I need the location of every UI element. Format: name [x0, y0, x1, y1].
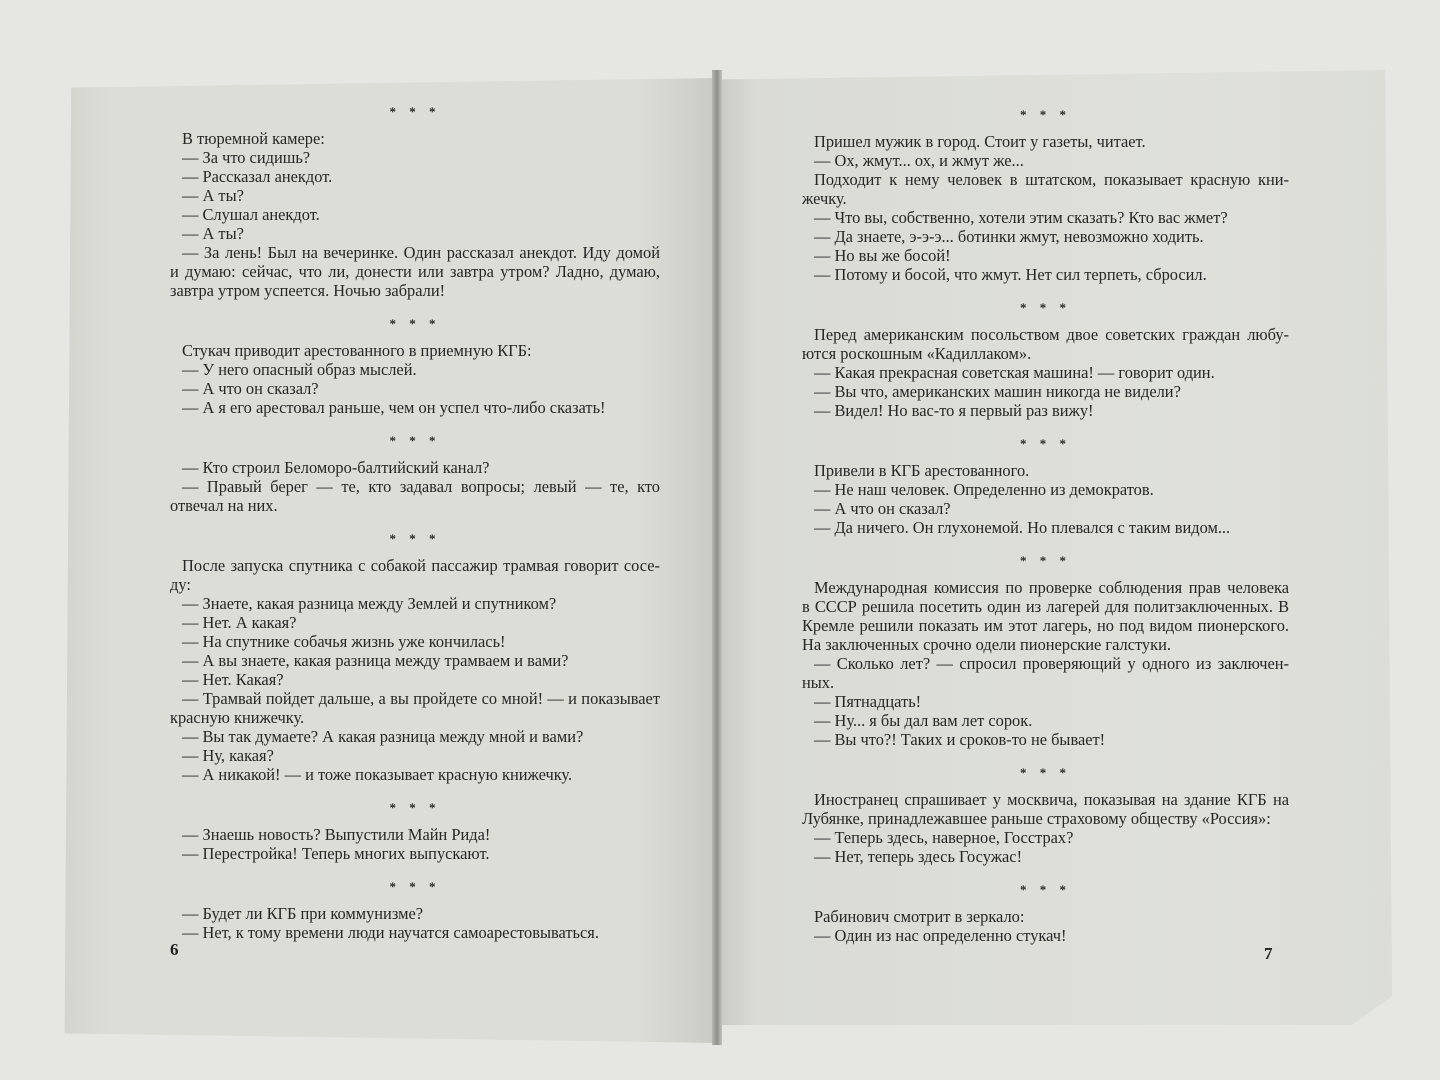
section-separator: * * *: [1020, 436, 1071, 451]
right-page-text: [802, 105, 1289, 959]
anecdote: [170, 877, 660, 942]
text-line: Стукач приводит арестованного в приемную КГБ:: [182, 341, 532, 360]
text-line: — Нет. А какая?: [182, 613, 297, 632]
anecdote: [802, 880, 1289, 945]
anecdote: [802, 434, 1289, 537]
text-line: — Знаете, какая разница между Землей и спутником?: [182, 594, 557, 613]
anecdote: [802, 105, 1289, 284]
section-separator: * * *: [389, 104, 441, 119]
text-line: — Знаешь новость? Выпустили Майн Рида!: [182, 825, 491, 844]
section-separator: * * *: [389, 800, 441, 815]
text-line: — Рассказал анекдот.: [182, 167, 333, 186]
text-line: — Не наш человек. Определенно из демократов.: [814, 480, 1154, 499]
anecdote: [802, 298, 1289, 420]
text-line: — Нет, к тому времени люди научатся самоарестовываться.: [182, 923, 599, 942]
text-line: — Ох, жмут... ох, и жмут же...: [814, 151, 1024, 170]
text-line: Перед американским посольством двое советских граждан любу-: [814, 325, 1289, 344]
text-line: Рабинович смотрит в зеркало:: [814, 907, 1025, 926]
section-separator: * * *: [1020, 300, 1071, 315]
anecdote: [170, 529, 660, 784]
text-line: Кремле решили показать им этот лагерь, но под видом пионерского.: [802, 616, 1289, 635]
text-line: — Вы так думаете? А какая разница между мной и вами?: [182, 727, 584, 746]
text-line: Иностранец спрашивает у москвича, показывая на здание КГБ на: [814, 790, 1289, 809]
text-line: ются роскошным «Кадиллаком».: [802, 344, 1032, 363]
text-line: — А вы знаете, какая разница между трамваем и вами?: [182, 651, 569, 670]
text-line: — Кто строил Беломоро-балтийский канал?: [182, 458, 490, 477]
anecdote: [170, 314, 660, 417]
text-line: — Потому и босой, что жмут. Нет сил терпеть, сбросил.: [814, 265, 1207, 284]
section-separator: * * *: [1020, 553, 1071, 568]
text-line: — У него опасный образ мыслей.: [182, 360, 417, 379]
text-line: — Слушал анекдот.: [182, 205, 320, 224]
text-line: — Какая прекрасная советская машина! — говорит один.: [814, 363, 1215, 382]
text-line: — Нет. Какая?: [182, 670, 284, 689]
text-line: Подходит к нему человек в штатском, показывает красную кни-: [814, 170, 1289, 189]
text-line: — Теперь здесь, наверное, Госстрах?: [814, 828, 1074, 847]
text-line: отвечал на них.: [170, 496, 278, 515]
section-separator: * * *: [1020, 765, 1071, 780]
text-line: — Да ничего. Он глухонемой. Но плевался с таким видом...: [814, 518, 1231, 537]
text-line: — Будет ли КГБ при коммунизме?: [182, 904, 423, 923]
section-separator: * * *: [389, 879, 441, 894]
text-line: Международная комиссия по проверке соблюдения прав человека: [814, 578, 1289, 597]
text-line: ду:: [170, 575, 191, 594]
text-line: жечку.: [802, 189, 847, 208]
text-line: завтра утром успеется. Ночью забрали!: [170, 281, 446, 300]
text-line: — Да знаете, э-э-э... ботинки жмут, невозможно ходить.: [814, 227, 1204, 246]
section-separator: * * *: [389, 316, 441, 331]
page-number-right: 7: [1264, 944, 1273, 963]
text-line: Привели в КГБ арестованного.: [814, 461, 1030, 480]
section-separator: * * *: [1020, 882, 1071, 897]
text-line: В тюремной камере:: [182, 129, 325, 148]
text-line: и думаю: сейчас, что ли, донести или завтра утром? Ладно, думаю,: [170, 262, 660, 281]
anecdote: [170, 431, 660, 515]
text-line: — А что он сказал?: [182, 379, 319, 398]
text-line: — А я его арестовал раньше, чем он успел что-либо сказать!: [182, 398, 606, 417]
text-line: — Сколько лет? — спросил проверяющий у одного из заключен-: [814, 654, 1289, 673]
text-line: — На спутнике собачья жизнь уже кончилась!: [182, 632, 506, 651]
section-separator: * * *: [389, 433, 441, 448]
section-separator: * * *: [389, 531, 441, 546]
text-line: — Вы что, американских машин никогда не видели?: [814, 382, 1181, 401]
anecdote: [170, 102, 660, 300]
text-line: Пришел мужик в город. Стоит у газеты, читает.: [814, 132, 1146, 151]
text-line: — За лень! Был на вечеринке. Один рассказал анекдот. Иду домой: [182, 243, 660, 262]
text-line: в СССР решила посетить один из лагерей для политзаключенных. В: [802, 597, 1289, 616]
text-line: — Но вы же босой!: [814, 246, 951, 265]
text-line: — Нет, теперь здесь Госужас!: [814, 847, 1023, 866]
page-number-left: 6: [170, 940, 179, 959]
text-line: ных.: [802, 673, 835, 692]
text-line: — А никакой! — и тоже показывает красную книжечку.: [182, 765, 573, 784]
text-line: После запуска спутника с собакой пассажир трамвая говорит сосе-: [182, 556, 660, 575]
text-line: — Что вы, собственно, хотели этим сказать? Кто вас жмет?: [814, 208, 1228, 227]
text-line: — Правый берег — те, кто задавал вопросы; левый — те, кто: [182, 477, 660, 496]
anecdote: [802, 763, 1289, 866]
anecdote: [802, 551, 1289, 749]
text-line: На заключенных срочно одели пионерские галстуки.: [802, 635, 1171, 654]
text-line: — Трамвай пойдет дальше, а вы пройдете со мной! — и показывает: [182, 689, 660, 708]
text-line: — За что сидишь?: [182, 148, 311, 167]
text-line: — Один из нас определенно стукач!: [814, 926, 1067, 945]
left-page-text: [170, 102, 660, 956]
text-line: красную книжечку.: [170, 708, 305, 727]
section-separator: * * *: [1020, 107, 1071, 122]
text-line: — А ты?: [182, 186, 244, 205]
text-line: — А ты?: [182, 224, 244, 243]
book-spine: [712, 70, 722, 1045]
anecdote: [170, 798, 660, 863]
text-line: — А что он сказал?: [814, 499, 951, 518]
text-line: — Ну, какая?: [182, 746, 274, 765]
text-line: — Пятнадцать!: [814, 692, 922, 711]
text-line: Лубянке, принадлежавшее раньше страховому обществу «Россия»:: [802, 809, 1271, 828]
text-line: — Вы что?! Таких и сроков-то не бывает!: [814, 730, 1106, 749]
text-line: — Ну... я бы дал вам лет сорок.: [814, 711, 1033, 730]
text-line: — Перестройка! Теперь многих выпускают.: [182, 844, 490, 863]
text-line: — Видел! Но вас-то я первый раз вижу!: [814, 401, 1094, 420]
